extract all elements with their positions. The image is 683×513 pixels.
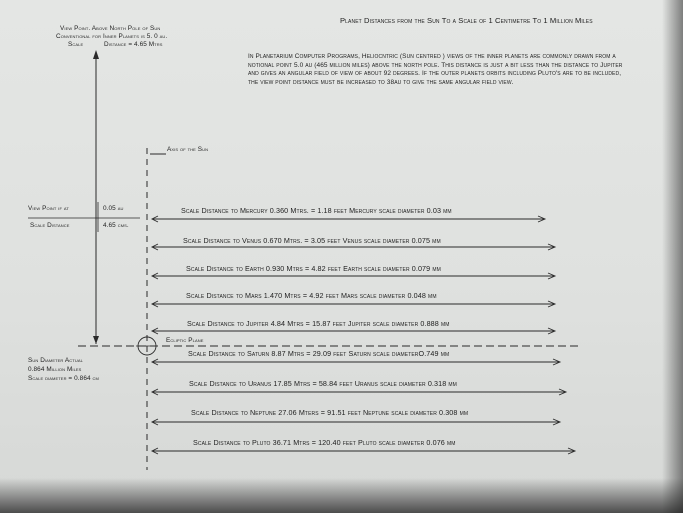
planet-row-3: Scale Distance to Earth 0.930 Mtrs = 4.82 feet Earth scale diameter 0.079 mm [186,264,441,273]
planet-row-6: Scale Distance to Saturn 8.87 Mtrs = 29.09 feet Saturn scale diameterO.749 mm [188,349,450,358]
planet-row-9: Scale Distance to Pluto 36.71 Mtrs = 120.40 feet Pluto scale diameter 0.076 mm [193,438,456,447]
viewpoint-box-scale-value: 4.65 cms. [103,222,129,229]
page-shadow-right [662,0,683,513]
viewpoint-line2: Conventional for Inner Planets is 5. 0 au. [56,33,168,40]
intro-paragraph: In Planetarium Computer Programs, Heliocntric (Sun centred ) views of the inner planets are commonly drawn from a notional point 5.0 au (465 million miles) above the north pole. This distance is just a bit less than the distance to Jupiter and gives an angular field of view of about 92 degrees. If the outer planets orbits including Pluto's are to be included, the view point distance must be increased to 38au to give the same angular field view. [248,53,623,86]
sun-line3: Scale diameter = 0.864 cm [28,375,99,382]
planet-row-1: Scale Distance to Mercury 0.360 Mtrs. = 1.18 feet Mercury scale diameter 0.03 mm [181,206,452,215]
axis-label: Axis of the Sun [167,146,209,153]
viewpoint-arrowhead-up [93,50,99,59]
viewpoint-box-value: 0.05 au [103,205,124,212]
viewpoint-box-scale-label: Scale Distance [30,222,70,229]
viewpoint-line1: View Point. Above North Pole of Sun [60,25,161,32]
ecliptic-label: Ecliptic Plane [166,337,204,344]
viewpoint-box-label: View Point if at [28,205,69,212]
viewpoint-scale-label: Scale [68,41,84,48]
viewpoint-scale-value: Distance = 4.65 Mtrs [104,41,163,48]
planet-row-7: Scale Distance to Uranus 17.85 Mtrs = 58.84 feet Uranus scale diameter 0.318 mm [189,379,457,388]
sun-line1: Sun Diameter Actual [28,357,83,364]
sun-line2: 0.864 Million Miles [28,366,82,373]
viewpoint-arrowhead-down [93,336,99,344]
planet-row-4: Scale Distance to Mars 1.470 Mtrs = 4.92 feet Mars scale diameter 0.048 mm [186,291,437,300]
planet-row-8: Scale Distance to Neptune 27.06 Mters = 91.51 feet Neptune scale diameter 0.308 mm [191,408,469,417]
page-title: Planet Distances from the Sun To a Scale of 1 Centimetre To 1 Million Miles [340,16,593,25]
planet-row-2: Scale Distance to Venus 0.670 Mtrs. = 3.05 feet Venus scale diameter 0.075 mm [183,236,441,245]
page-shadow-bottom [0,478,683,513]
planet-distance-lines [152,216,575,454]
planet-row-5: Scale Distance to Jupiter 4.84 Mtrs = 15.87 feet Jupiter scale diameter 0.888 mm [187,319,450,328]
